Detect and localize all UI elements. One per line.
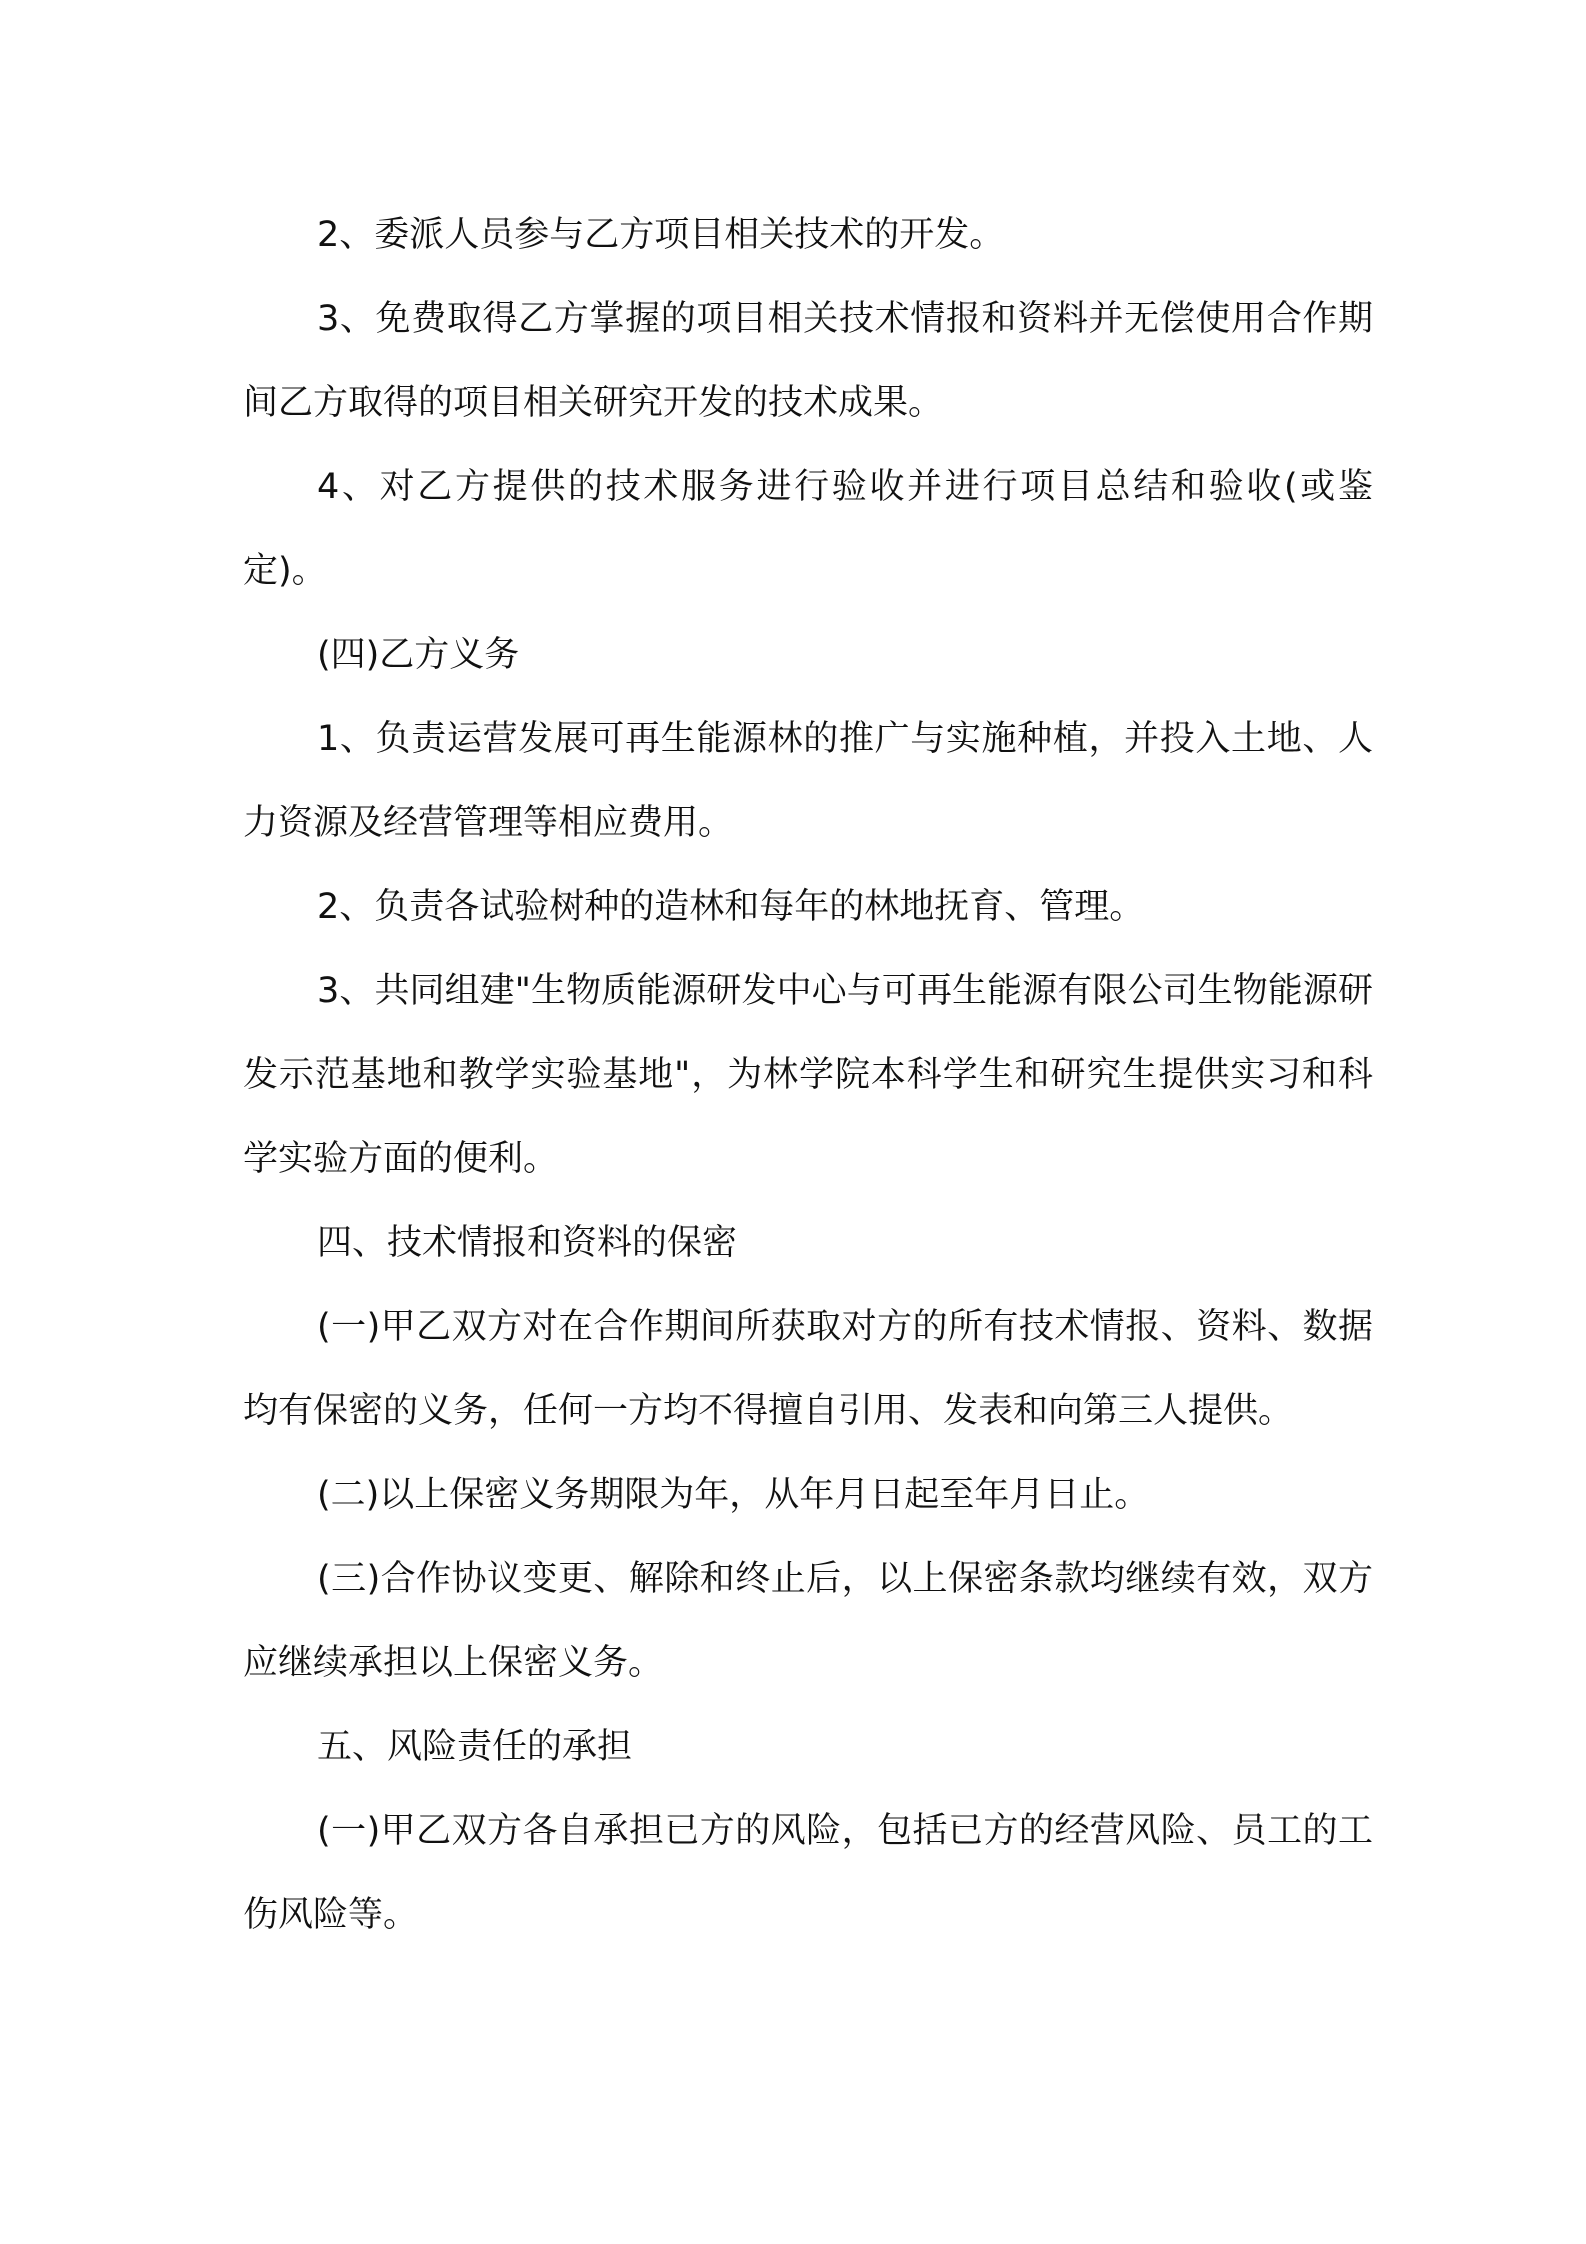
paragraph-item-4-acceptance: 4、对乙方提供的技术服务进行验收并进行项目总结和验收(或鉴定)。: [243, 467, 1373, 591]
paragraph-item-3-free-access: 3、免费取得乙方掌握的项目相关技术情报和资料并无偿使用合作期间乙方取得的项目相关研究开发的技术成果。: [243, 299, 1373, 423]
paragraph-item-3-joint-base: 3、共同组建"生物质能源研发中心与可再生能源有限公司生物能源研发示范基地和教学实验基地"，为林学院本科学生和研究生提供实习和科学实验方面的便利。: [243, 971, 1373, 1179]
paragraph-risk-1: (一)甲乙双方各自承担已方的风险，包括已方的经营风险、员工的工伤风险等。: [243, 1811, 1373, 1935]
paragraph-item-1-operation: 1、负责运营发展可再生能源林的推广与实施种植，并投入土地、人力资源及经营管理等相应费用。: [243, 719, 1373, 843]
paragraph-item-2-dispatch: 2、委派人员参与乙方项目相关技术的开发。: [317, 215, 1005, 255]
paragraph-confidentiality-2: (二)以上保密义务期限为年，从年月日起至年月日止。: [317, 1475, 1150, 1515]
paragraph-confidentiality-3: (三)合作协议变更、解除和终止后，以上保密条款均继续有效，双方应继续承担以上保密义务。: [243, 1559, 1373, 1683]
section-heading-confidentiality: 四、技术情报和资料的保密: [317, 1223, 738, 1263]
paragraph-confidentiality-1: (一)甲乙双方对在合作期间所获取对方的所有技术情报、资料、数据均有保密的义务，任何一方均不得擅自引用、发表和向第三人提供。: [243, 1307, 1373, 1431]
paragraph-item-2-afforestation: 2、负责各试验树种的造林和每年的林地抚育、管理。: [317, 887, 1145, 927]
document-body: [243, 193, 1373, 1957]
section-heading-party-b-obligations: (四)乙方义务: [317, 635, 520, 675]
section-heading-risk: 五、风险责任的承担: [317, 1727, 633, 1767]
